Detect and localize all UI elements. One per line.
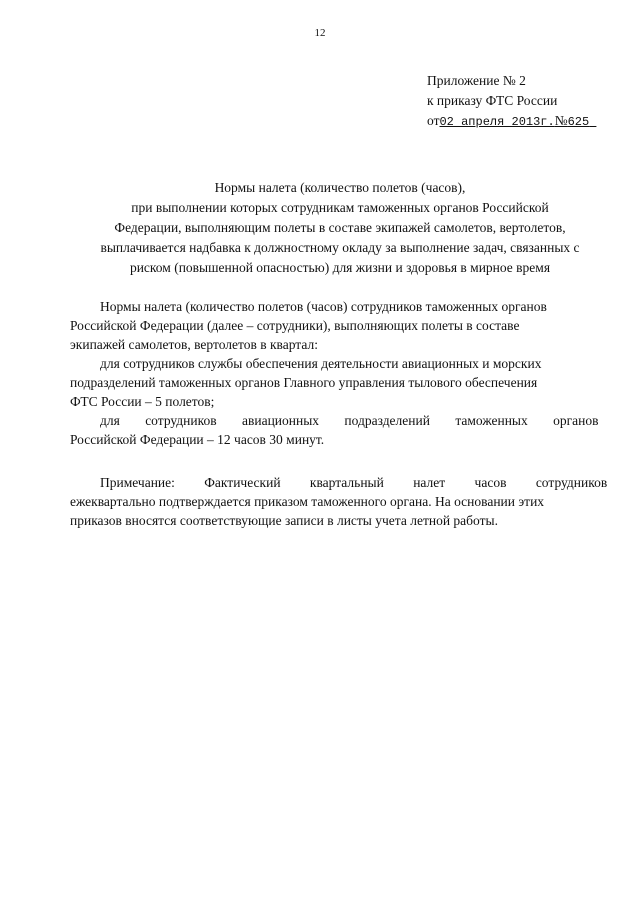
aviation-line-2: Российской Федерации – 12 часов 30 минут. bbox=[70, 432, 325, 447]
appendix-header bbox=[427, 71, 627, 132]
note-line-1: Примечание: Фактический квартальный налет часов сотрудников bbox=[100, 475, 608, 490]
appendix-number-sign: № bbox=[554, 113, 568, 128]
appendix-date-line bbox=[427, 111, 627, 132]
norms-line-1: Нормы налета (количество полетов (часов) сотрудников таможенных органов bbox=[100, 299, 547, 314]
norms-paragraph bbox=[70, 297, 620, 354]
aviation-line-1: для сотрудников авиационных подразделений таможенных органов bbox=[100, 413, 599, 428]
note-line-2: ежеквартально подтверждается приказом таможенного органа. На основании этих bbox=[70, 494, 545, 509]
appendix-order-ref: к приказу ФТС России bbox=[427, 93, 558, 108]
appendix-number: 625 bbox=[567, 115, 590, 129]
title-line-2: при выполнении которых сотрудникам таможенных органов Российской bbox=[131, 200, 549, 215]
document-title bbox=[60, 178, 620, 278]
title-line-3: Федерации, выполняющим полеты в составе экипажей самолетов, вертолетов, bbox=[114, 220, 566, 235]
service-line-3: ФТС России – 5 полетов; bbox=[70, 394, 215, 409]
note-paragraph bbox=[70, 473, 620, 530]
service-line-2: подразделений таможенных органов Главного управления тылового обеспечения bbox=[70, 375, 538, 390]
appendix-title: Приложение № 2 bbox=[427, 73, 526, 88]
title-line-1: Нормы налета (количество полетов (часов), bbox=[214, 180, 466, 195]
service-paragraph bbox=[70, 354, 620, 411]
norms-line-3: экипажей самолетов, вертолетов в квартал: bbox=[70, 337, 318, 352]
aviation-paragraph bbox=[70, 411, 620, 449]
note-line-3: приказов вносятся соответствующие записи в листы учета летной работы. bbox=[70, 513, 498, 528]
appendix-date: 02 апреля 2013г. bbox=[439, 115, 555, 129]
title-line-4: выплачивается надбавка к должностному окладу за выполнение задач, связанных с bbox=[100, 240, 580, 255]
appendix-date-prefix: от bbox=[427, 113, 440, 128]
norms-line-2: Российской Федерации (далее – сотрудники), выполняющих полеты в составе bbox=[70, 318, 520, 333]
title-line-5: риском (повышенной опасностью) для жизни и здоровья в мирное время bbox=[129, 260, 551, 275]
page-number: 12 bbox=[314, 27, 326, 39]
service-line-1: для сотрудников службы обеспечения деятельности авиационных и морских bbox=[100, 356, 542, 371]
